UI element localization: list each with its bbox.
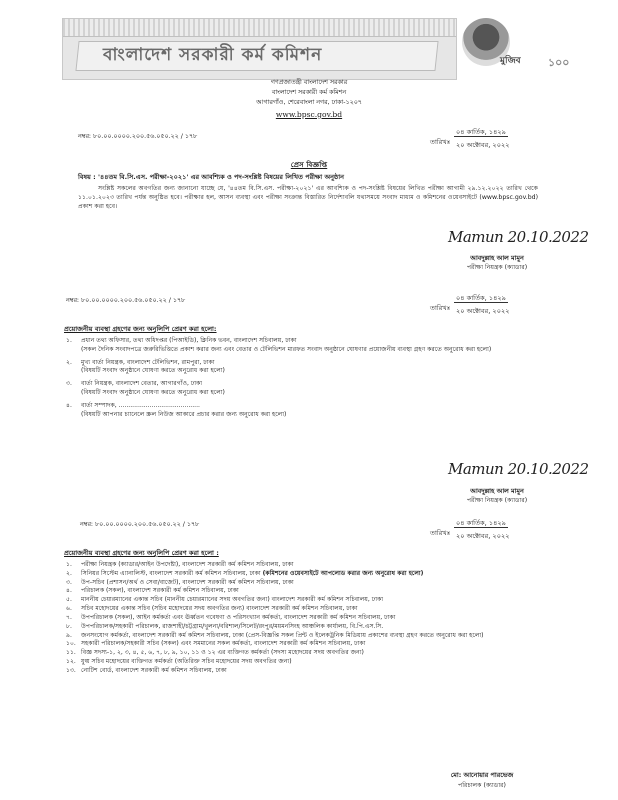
copy-heading-2: প্রয়োজনীয় ব্যবস্থা গ্রহণের জন্য অনুলিপি প্রেরণ করা হলো:	[64, 325, 217, 333]
commission-line: বাংলাদেশ সরকারী কর্ম কমিশন	[271, 89, 347, 96]
list-item	[66, 359, 546, 377]
list-item-text: পরিচালক (সকল), বাংলাদেশ সরকারী কর্ম কমিশন সচিবালয়, ঢাকা	[81, 587, 239, 595]
list-item-text: উপপরিচালক/সহকারী পরিচালক, রাজশাহী/চট্টগ্রাম/খুলনা/বরিশাল/সিলেট/রংপুর/ময়মনসিংহ আঞ্চলিক কার্যালয়, বি.পি.এস.সি.	[81, 622, 384, 630]
list-item-number: ৮.	[66, 622, 72, 630]
list-item-number: ১.	[66, 561, 72, 568]
list-item	[66, 649, 546, 658]
list-item-text: জনসংযোগ কর্মকর্তা, বাংলাদেশ সরকারী কর্ম কমিশন সচিবালয়, ঢাকা (প্রেস-বিজ্ঞপ্তি সকল প্রিন্ট ও ইলেকট্রনিক মিডিয়ায় প্রকাশের ব্যবস্থা গ্রহণ করতে অনুরোধ করা হলো)	[81, 631, 484, 639]
signature-2: Mamun 20.10.2022	[448, 460, 589, 478]
date-label-3: তারিখঃ	[430, 529, 451, 537]
signature-1: Mamun 20.10.2022	[448, 228, 589, 246]
copy-list-3	[66, 561, 546, 676]
date-en-1: ২০ অক্টোবর, ২০২২	[456, 141, 510, 149]
list-item	[66, 640, 546, 649]
banner-brand-text: বাংলাদেশ সরকারী কর্ম কমিশন	[103, 45, 323, 65]
date-bn-3: ০৪ কার্তিক, ১৪২৯	[456, 519, 506, 527]
signer-role-2: পরীক্ষা নিয়ন্ত্রক (ক্যাডার)	[466, 497, 528, 504]
list-item-number: ২.	[66, 358, 72, 366]
list-item-number: ৯.	[66, 631, 72, 639]
list-item	[66, 658, 546, 667]
list-item	[66, 596, 546, 605]
list-item	[66, 380, 546, 398]
list-item-note: (বিষয়টি সংবাদ অনুষ্ঠানে ঘোষণা করতে অনুরোধ করা হলো)	[81, 367, 225, 375]
list-item-number: ১০.	[66, 640, 76, 648]
list-item-text: পরীক্ষা নিয়ন্ত্রক (ক্যাডার/আইন উপদেষ্টা), বাংলাদেশ সরকারী কর্ম কমিশন সচিবালয়, ঢাকা	[81, 561, 294, 568]
list-item-text: বার্তা সম্পাদক, ..........................................	[81, 401, 200, 409]
list-item-number: ৭.	[66, 613, 72, 621]
press-release-title: প্রেস বিজ্ঞপ্তি	[290, 160, 328, 169]
list-item-number: ৩.	[66, 578, 72, 586]
list-item-number: ৪.	[66, 587, 72, 595]
list-item	[66, 561, 546, 570]
mujib-logo-label: মুজিব	[500, 56, 521, 66]
date-bn-2: ০৪ কার্তিক, ১৪২৯	[456, 294, 506, 302]
list-item	[66, 337, 546, 355]
list-item-text: প্রধান তথ্য অফিসার, তথ্য অধিদপ্তর (পিআইডি), ক্লিনিক ভবন, বাংলাদেশ সচিবালয়, ঢাকা	[81, 337, 297, 344]
list-item	[66, 402, 546, 420]
list-item-note: (কমিশনের ওয়েবসাইটে আপলোড করার জন্য অনুরোধ করা হলো)	[262, 569, 424, 577]
list-item-note: (সকল দৈনিক সংবাদপত্রে জরুরিভিত্তিতে প্রকাশ করার জন্য এবং বেতার ও টেলিভিশন মারফত সংবাদ অনুষ্ঠানে ঘোষণার প্রয়োজনীয় ব্যবস্থা গ্রহণ করতে অনুরোধ করা হলো)	[81, 345, 492, 353]
list-item	[66, 667, 546, 676]
list-item-number: ১২.	[66, 658, 76, 666]
mujib-logo-number: ১০০	[548, 56, 570, 69]
list-item-text: উপ-সচিব (প্রশাসন/অর্থ ও সেবা/বাজেট), বাংলাদেশ সরকারী কর্ম কমিশন সচিবালয়, ঢাকা	[81, 578, 294, 586]
list-item	[66, 614, 546, 623]
signer-name-3: মো: আনোয়ার পারভেজ	[450, 771, 514, 779]
list-item	[66, 605, 546, 614]
memo-number-1: নম্বর: ৮০.০০.০০০০.২০০.৫৬.০৫০.২২ / ১৭৮	[78, 133, 198, 140]
list-item-note: (বিষয়টি আপনার চ্যানেলে স্ক্রল নিউজ আকারে প্রচার করার জন্য অনুরোধ করা হলো)	[81, 410, 287, 418]
list-item	[66, 570, 546, 579]
list-item-number: ৬.	[66, 605, 72, 613]
list-item	[66, 587, 546, 596]
list-item-number: ৩.	[66, 380, 72, 388]
memo-number-3: নম্বর: ৮০.০০.০০০০.২০০.৫৬.০৫০.২২ / ১৭৮	[80, 521, 200, 528]
copy-list-2	[66, 337, 546, 420]
list-item	[66, 623, 546, 632]
list-item-number: ১.	[66, 337, 72, 344]
signer-role-1: পরীক্ষা নিয়ন্ত্রক (ক্যাডার)	[466, 264, 528, 271]
list-item-text: মাননীয় চেয়ারম্যানের একান্ত সচিব (মাননীয় চেয়ারম্যানের সদয় অবগতির জন্য) বাংলাদেশ সরকারী কর্ম কমিশন সচিবালয়, ঢাকা	[81, 596, 384, 604]
list-item-number: ১১.	[66, 649, 76, 657]
date-bn-1: ০৪ কার্তিক, ১৪২৯	[456, 128, 506, 136]
banner-stripes	[63, 19, 456, 37]
signer-role-3: পরিচালক (ক্যাডার)	[458, 782, 506, 789]
list-item-text: সহকারী পরিচালক/সহকারী সচিব (সকল) এবং সমমানের সকল কর্মকর্তা, বাংলাদেশ সরকারী কর্ম কমিশন সচিবালয়, ঢাকা	[81, 640, 366, 648]
date-label-2: তারিখঃ	[430, 304, 451, 312]
list-item-text: সচিব মহোদয়ের একান্ত সচিব (সচিব মহোদয়ের সদয় অবগতির জন্য) বাংলাদেশ সরকারী কর্ম কমিশন সচিবালয়, ঢাকা	[81, 605, 358, 613]
list-item-text: যুগ্ম সচিব মহোদয়ের ব্যক্তিগত কর্মকর্তা (অতিরিক্ত সচিব মহোদয়ের সদয় অবগতির জন্য)	[81, 658, 292, 666]
date-en-2: ২০ অক্টোবর, ২০২২	[456, 307, 510, 315]
list-item-text: উপপরিচালক (সকল), আইন কর্মকর্তা এবং ঊর্ধ্বতন গবেষণা ও পরিসংখ্যান কর্মকর্তা, বাংলাদেশ সরকারী কর্ম কমিশন সচিবালয়, ঢাকা	[81, 613, 396, 621]
signer-name-2: আবদুল্লাহ আল মামুন	[470, 487, 524, 495]
list-item-note: (বিষয়টি সংবাদ অনুষ্ঠানে ঘোষণা করতে অনুরোধ করা হলো)	[81, 389, 225, 397]
date-en-3: ২০ অক্টোবর, ২০২২	[456, 532, 510, 540]
list-item-text: বিজ্ঞ সদস্য-১, ২, ৩, ৪, ৫, ৬, ৭, ৮, ৯, ১০, ১১ ও ১২ এর ব্যক্তিগত কর্মকর্তা (সদস্য মহোদয়ের সদয় অবগতির জন্য)	[81, 649, 364, 657]
list-item-text: বার্তা নিয়ন্ত্রক, বাংলাদেশ বেতার, আগারগাঁও, ঢাকা	[81, 380, 203, 388]
copy-heading-3: প্রয়োজনীয় ব্যবস্থা গ্রহণের জন্য অনুলিপি প্রেরণ করা হলো :	[64, 549, 219, 557]
signer-name-1: আবদুল্লাহ আল মামুন	[470, 254, 524, 262]
list-item-text: নোটিশ বোর্ড, বাংলাদেশ সরকারী কর্ম কমিশন সচিবালয়, ঢাকা	[81, 666, 227, 674]
list-item-number: ৪.	[66, 401, 72, 409]
list-item-number: ২.	[66, 569, 72, 577]
memo-number-2: নম্বর: ৮০.০০.০০০০.২০০.৫৬.০৫০.২২ / ১৭৮	[66, 297, 186, 304]
press-subject: বিষয় : '৪৪তম বি.সি.এস. পরীক্ষা-২০২১' এর আবশ্যিক ও পদ-সংশ্লিষ্ট বিষয়ের লিখিত পরীক্ষা অনুষ্ঠান	[78, 173, 344, 181]
list-item-number: ৫.	[66, 596, 72, 604]
date-label-1: তারিখঃ	[430, 138, 451, 146]
website-link[interactable]: www.bpsc.gov.bd	[275, 110, 343, 119]
gov-line: গণপ্রজাতন্ত্রী বাংলাদেশ সরকার	[270, 79, 348, 86]
header-banner	[62, 18, 457, 80]
press-body: সংশ্লিষ্ট সকলের অবগতির জন্য জানানো যাচ্ছে যে, '৪৪তম বি.সি.এস. পরীক্ষা-২০২১' এর আবশ্যিক ও পদ-সংশ্লিষ্ট বিষয়ের লিখিত পরীক্ষা আগামী ২৯.১২.২০২২ তারিখ থেকে ১১.০১.২০২৩ তারিখ পর্যন্ত অনুষ্ঠিত হবে। পরীক্ষার হল, আসন ব্যবস্থা এবং পরীক্ষা সংক্রান্ত বিস্তারিত নির্দেশাবলি যথাসময়ে সংবাদ মাধ্যম ও কমিশনের ওয়েবসাইটে (www.bpsc.gov.bd) প্রকাশ করা হবে।	[78, 185, 538, 210]
list-item-text: সিনিয়র সিস্টেম এ্যানালিস্ট, বাংলাদেশ সরকারী কর্ম কমিশন সচিবালয়, ঢাকা	[81, 569, 261, 577]
list-item-number: ১৩.	[66, 666, 76, 674]
list-item-text: মুখ্য বার্তা নিয়ন্ত্রক, বাংলাদেশ টেলিভিশন, রামপুরা, ঢাকা	[81, 358, 215, 366]
address-line: আগারগাঁও, শেরেবাংলা নগর, ঢাকা-১২০৭	[256, 99, 362, 106]
